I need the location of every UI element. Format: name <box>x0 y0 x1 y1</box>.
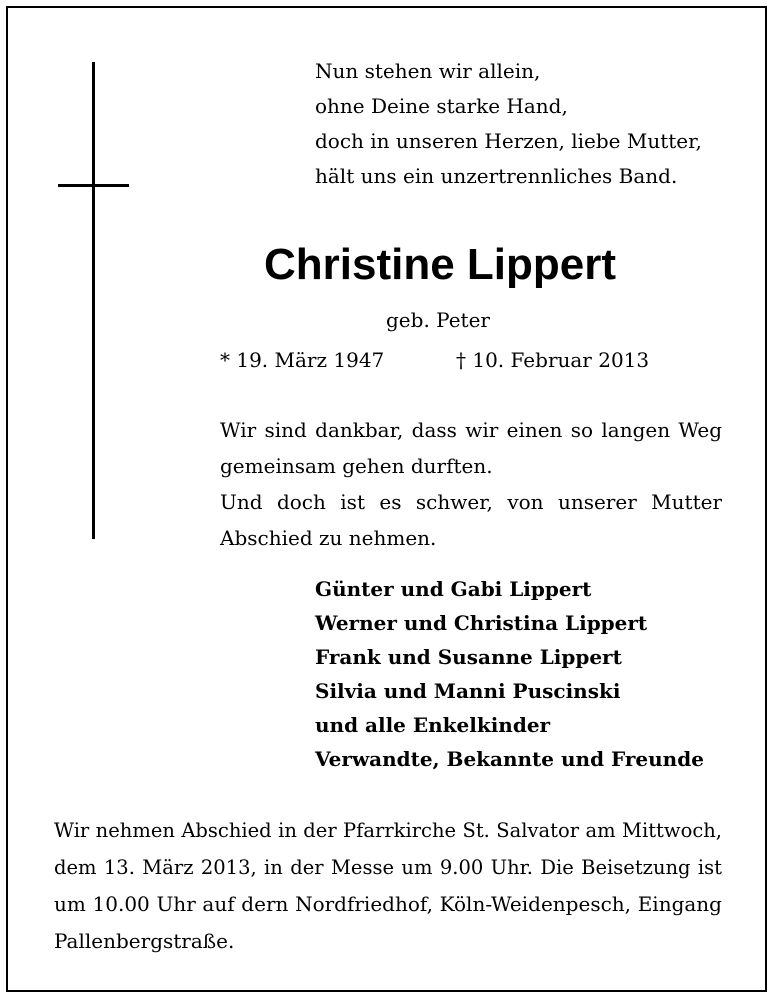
deceased-name: Christine Lippert <box>263 240 617 289</box>
poem <box>315 54 702 194</box>
poem-line: Nun stehen wir allein, <box>315 59 541 83</box>
poem-line: hält uns ein unzertrennliches Band. <box>315 164 678 188</box>
funeral-line: dem 13. März 2013, in der Messe um 9.00 Uhr. Die Beisetzung ist <box>54 856 722 879</box>
gratitude-line: Abschied zu nehmen. <box>220 526 437 550</box>
death-date: † 10. Februar 2013 <box>456 348 650 372</box>
birth-date: * 19. März 1947 <box>220 348 385 372</box>
mourner: und alle Enkelkinder <box>315 713 551 737</box>
mourner: Günter und Gabi Lippert <box>315 577 592 601</box>
mourner: Werner und Christina Lippert <box>315 611 648 635</box>
deceased-name-block <box>0 234 775 296</box>
poem-line: ohne Deine starke Hand, <box>315 94 568 118</box>
mourner: Silvia und Manni Puscinski <box>315 679 621 703</box>
cross-icon <box>92 62 95 539</box>
gratitude-text <box>220 412 722 556</box>
poem-line: doch in unseren Herzen, liebe Mutter, <box>315 129 702 153</box>
mourner: Frank und Susanne Lippert <box>315 645 622 669</box>
gratitude-line: Und doch ist es schwer, von unserer Mutter <box>220 490 722 514</box>
mourners-list <box>315 572 704 776</box>
cross-icon-crossbar <box>58 184 129 187</box>
funeral-line: Wir nehmen Abschied in der Pfarrkirche St. Salvator am Mittwoch, <box>54 819 722 842</box>
gratitude-line: Wir sind dankbar, dass wir einen so langen Weg <box>220 418 722 442</box>
funeral-line: Pallenbergstraße. <box>54 929 235 953</box>
funeral-details <box>54 812 722 960</box>
mourner: Verwandte, Bekannte und Freunde <box>315 747 704 771</box>
birth-name: geb. Peter <box>386 308 490 332</box>
funeral-line: um 10.00 Uhr auf dern Nordfriedhof, Köln-Weidenpesch, Eingang <box>54 892 722 916</box>
gratitude-line: gemeinsam gehen durften. <box>220 454 493 478</box>
